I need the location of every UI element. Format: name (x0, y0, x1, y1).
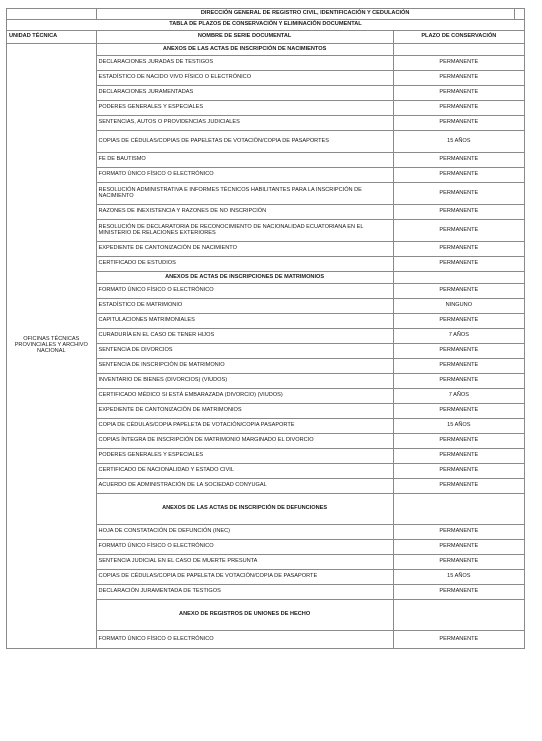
retention-period: PERMANENTE (393, 116, 524, 131)
series-name: FORMATO ÚNICO FÍSICO O ELECTRÓNICO (96, 168, 393, 183)
series-name: SENTENCIAS, AUTOS O PROVIDENCIAS JUDICIALES (96, 116, 393, 131)
retention-period: PERMANENTE (393, 257, 524, 272)
series-name: COPIA DE CÉDULAS/COPIA PAPELETA DE VOTACIÓN/COPIA PASAPORTE (96, 419, 393, 434)
section-title-blank (393, 44, 524, 56)
document-title: DIRECCIÓN GENERAL DE REGISTRO CIVIL, IDENTIFICACIÓN Y CEDULACIÓN (96, 9, 514, 20)
retention-period: PERMANENTE (393, 71, 524, 86)
section-title-blank (393, 600, 524, 631)
retention-period: PERMANENTE (393, 540, 524, 555)
series-name: FE DE BAUTISMO (96, 153, 393, 168)
retention-period: PERMANENTE (393, 205, 524, 220)
column-header-unit: UNIDAD TÉCNICA (7, 31, 97, 44)
series-name: ACUERDO DE ADMINISTRACIÓN DE LA SOCIEDAD CONYUGAL (96, 479, 393, 494)
retention-period: PERMANENTE (393, 374, 524, 389)
section-title-blank (393, 272, 524, 284)
retention-period: PERMANENTE (393, 56, 524, 71)
series-name: FORMATO ÚNICO FÍSICO O ELECTRÓNICO (96, 631, 393, 649)
series-name: DECLARACIONES JURAMENTADAS (96, 86, 393, 101)
series-name: COPIAS ÍNTEGRA DE INSCRIPCIÓN DE MATRIMONIO MARGINADO EL DIVORCIO (96, 434, 393, 449)
series-name: CERTIFICADO MÉDICO SI ESTÁ EMBARAZADA (DIVORCIO) (VIUDOS) (96, 389, 393, 404)
retention-period: PERMANENTE (393, 344, 524, 359)
series-name: DECLARACIÓN JURAMENTADA DE TESTIGOS (96, 585, 393, 600)
series-name: HOJA DE CONSTATACIÓN DE DEFUNCIÓN (INEC) (96, 525, 393, 540)
retention-period: PERMANENTE (393, 449, 524, 464)
retention-period: PERMANENTE (393, 525, 524, 540)
retention-period: PERMANENTE (393, 183, 524, 205)
series-name: EXPEDIENTE DE CANTONIZACIÓN DE NACIMIENTO (96, 242, 393, 257)
retention-period: PERMANENTE (393, 359, 524, 374)
retention-period: 7 AÑOS (393, 389, 524, 404)
series-name: PODERES GENERALES Y ESPECIALES (96, 101, 393, 116)
series-name: FORMATO ÚNICO FÍSICO O ELECTRÓNICO (96, 284, 393, 299)
series-name: RAZONES DE INEXISTENCIA Y RAZONES DE NO INSCRIPCIÓN (96, 205, 393, 220)
retention-period: PERMANENTE (393, 242, 524, 257)
series-name: ESTADÍSTICO DE MATRIMONIO (96, 299, 393, 314)
section-title-blank (393, 494, 524, 525)
retention-period: PERMANENTE (393, 631, 524, 649)
series-name: CERTIFICADO DE NACIONALIDAD Y ESTADO CIVIL (96, 464, 393, 479)
series-name: CAPITULACIONES MATRIMONIALES (96, 314, 393, 329)
series-name: FORMATO ÚNICO FÍSICO O ELECTRÓNICO (96, 540, 393, 555)
series-name: CURADURÍA EN EL CASO DE TENER HIJOS (96, 329, 393, 344)
retention-period: PERMANENTE (393, 479, 524, 494)
retention-period: PERMANENTE (393, 404, 524, 419)
retention-period: PERMANENTE (393, 168, 524, 183)
column-header-series: NOMBRE DE SERIE DOCUMENTAL (96, 31, 393, 44)
series-name: EXPEDIENTE DE CANTONIZACIÓN DE MATRIMONIOS (96, 404, 393, 419)
retention-period: PERMANENTE (393, 555, 524, 570)
retention-period: 15 AÑOS (393, 419, 524, 434)
series-name: COPIAS DE CÉDULAS/COPIA DE PAPELETA DE VOTACIÓN/COPIA DE PASAPORTE (96, 570, 393, 585)
section-title: ANEXOS DE LAS ACTAS DE INSCRIPCIÓN DE DEFUNCIONES (96, 494, 393, 525)
series-name: PODERES GENERALES Y ESPECIALES (96, 449, 393, 464)
series-name: COPIAS DE CÉDULAS/COPIAS DE PAPELETAS DE VOTACIÓN/COPIA DE PASAPORTES (96, 131, 393, 153)
retention-period: PERMANENTE (393, 86, 524, 101)
retention-period: PERMANENTE (393, 314, 524, 329)
section-title: ANEXO DE REGISTROS DE UNIONES DE HECHO (96, 600, 393, 631)
conservation-table (6, 8, 525, 649)
retention-period: 15 AÑOS (393, 131, 524, 153)
series-name: RESOLUCIÓN DE DECLARATORIA DE RECONOCIMIENTO DE NACIONALIDAD ECUATORIANA EN EL MINISTERIO DE RELACIONES EXTERIORES (96, 220, 393, 242)
section-title: ANEXOS DE LAS ACTAS DE INSCRIPCIÓN DE NACIMIENTOS (96, 44, 393, 56)
retention-period: NINGUNO (393, 299, 524, 314)
retention-period: PERMANENTE (393, 464, 524, 479)
series-name: CERTIFICADO DE ESTUDIOS (96, 257, 393, 272)
retention-period: PERMANENTE (393, 284, 524, 299)
retention-period: PERMANENTE (393, 220, 524, 242)
series-name: SENTENCIA DE INSCRIPCIÓN DE MATRIMONIO (96, 359, 393, 374)
retention-period: 7 AÑOS (393, 329, 524, 344)
series-name: SENTENCIA DE DIVORCIOS (96, 344, 393, 359)
series-name: DECLARACIONES JURADAS DE TESTIGOS (96, 56, 393, 71)
retention-period: PERMANENTE (393, 585, 524, 600)
series-name: RESOLUCIÓN ADMINISTRATIVA E INFORMES TÉCNICOS HABILITANTES PARA LA INSCRIPCIÓN DE NACIMIENTO (96, 183, 393, 205)
retention-period: 15 AÑOS (393, 570, 524, 585)
series-name: SENTENCIA JUDICIAL EN EL CASO DE MUERTE PRESUNTA (96, 555, 393, 570)
retention-period: PERMANENTE (393, 153, 524, 168)
retention-period: PERMANENTE (393, 101, 524, 116)
series-name: ESTADÍSTICO DE NACIDO VIVO FÍSICO O ELECTRÓNICO (96, 71, 393, 86)
document-subtitle: TABLA DE PLAZOS DE CONSERVACIÓN Y ELIMINACIÓN DOCUMENTAL (7, 20, 525, 31)
series-name: INVENTARIO DE BIENES (DIVORCIOS) (VIUDOS) (96, 374, 393, 389)
retention-period: PERMANENTE (393, 434, 524, 449)
column-header-period: PLAZO DE CONSERVACIÓN (393, 31, 524, 44)
technical-unit-cell: OFICINAS TÉCNICAS PROVINCIALES Y ARCHIVO NACIONAL (7, 44, 97, 649)
section-title: ANEXOS DE ACTAS DE INSCRIPCIONES DE MATRIMONIOS (96, 272, 393, 284)
